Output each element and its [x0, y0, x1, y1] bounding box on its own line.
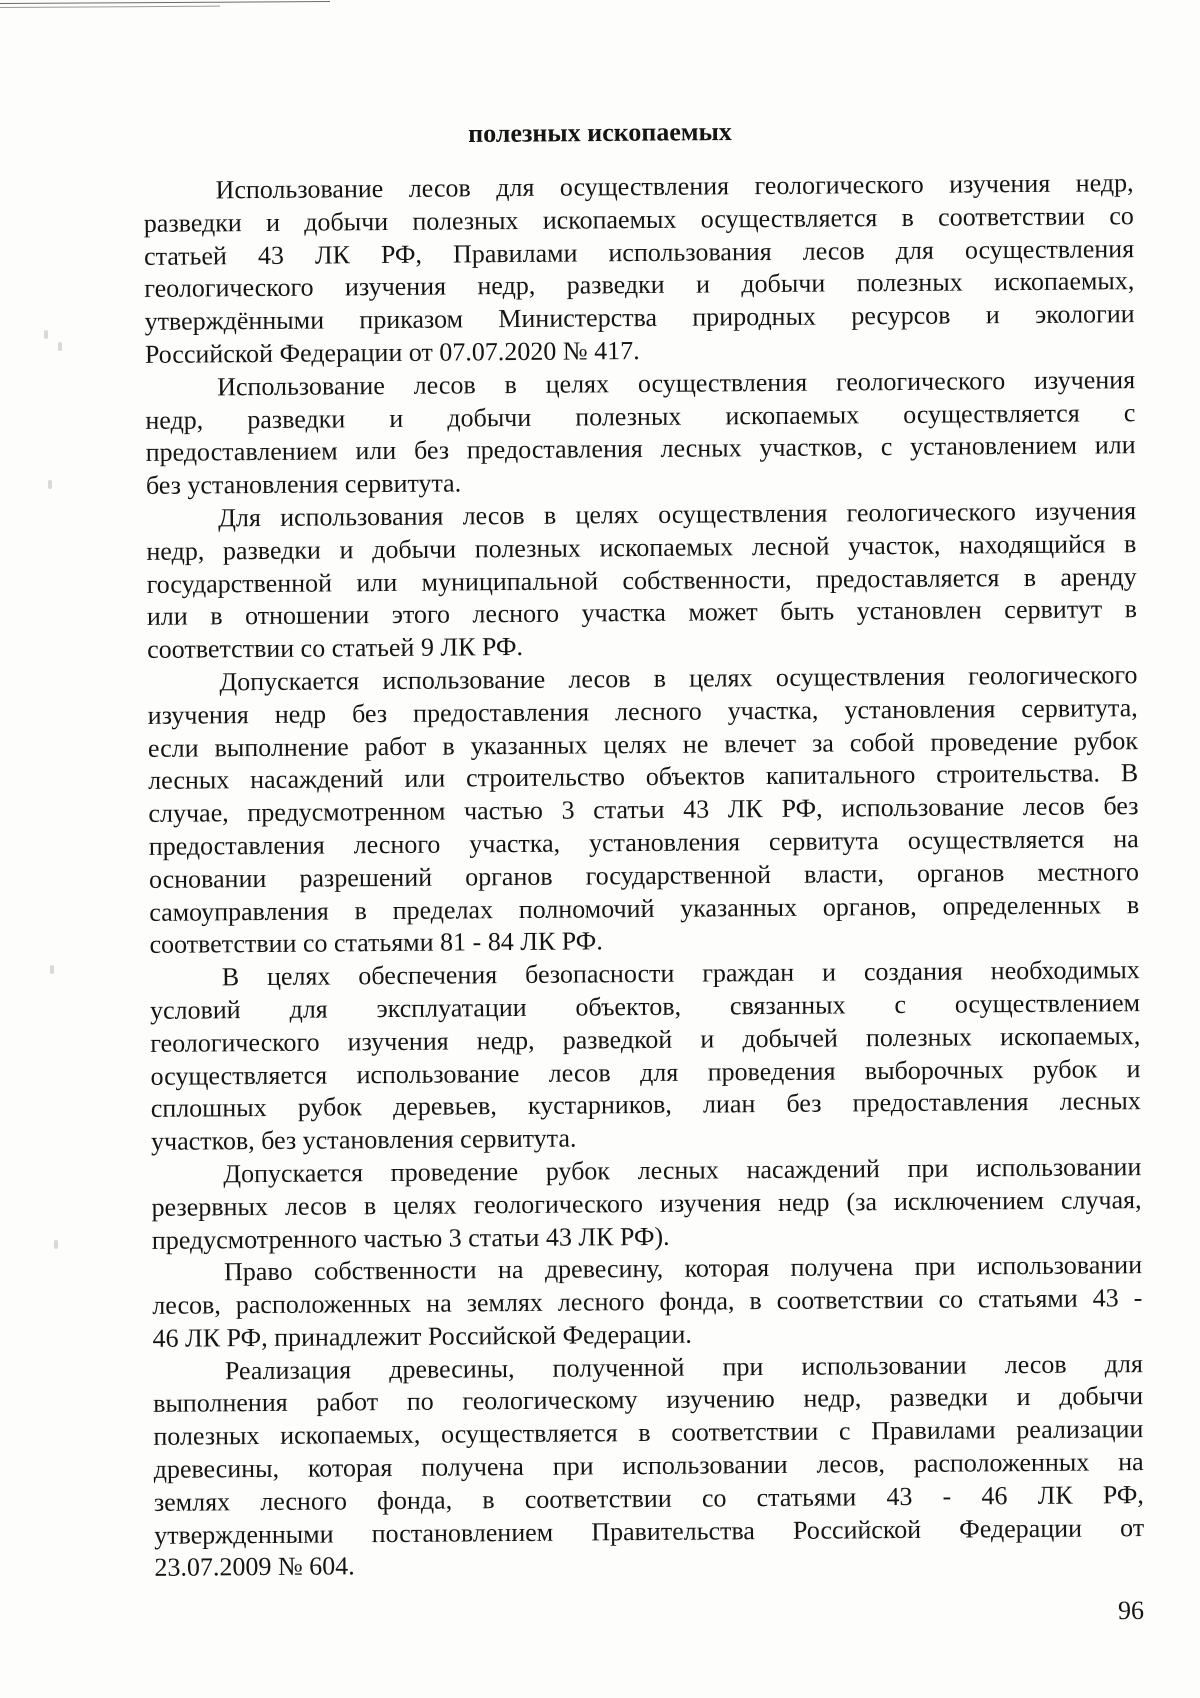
paragraph-line: геологического изучения недр, разведкой и добычей полезных ископаемых, [150, 1020, 1141, 1058]
paragraph-line: соответствии со статьей 9 ЛК РФ. [147, 632, 524, 665]
paragraph [152, 1249, 1143, 1355]
paragraph-line: сплошных рубок деревьев, кустарников, лиан без предоставления лесных [150, 1086, 1141, 1124]
paragraph-line: Российской Федерации от 07.07.2020 № 417. [144, 336, 640, 369]
scan-edge-line [0, 6, 220, 8]
scan-artifact [58, 342, 62, 351]
paragraph-line: недр, разведки и добычи полезных ископаемых лесной участок, находящийся в [146, 528, 1137, 566]
paragraph-line: разведки и добычи полезных ископаемых осуществляется в соответствии со [143, 200, 1134, 238]
paragraph-line: выполнения работ по геологическому изучению недр, разведки и добычи [153, 1381, 1144, 1419]
page-number: 96 [1118, 1596, 1144, 1625]
paragraph [145, 364, 1136, 503]
paragraph [153, 1348, 1145, 1585]
document-body [143, 167, 1144, 1585]
paragraph-line: лесов, расположенных на землях лесного фонда, в соответствии со статьями 43 - [152, 1283, 1143, 1320]
scan-artifact [50, 965, 54, 974]
paragraph-line: участков, без установления сервитута. [150, 1123, 577, 1156]
section-heading: полезных ископаемых [468, 116, 732, 149]
paragraph-line: недр, разведки и добычи полезных ископаемых осуществляется с [145, 397, 1136, 435]
paragraph-line: 46 ЛК РФ, принадлежит Российской Федерации. [152, 1319, 692, 1353]
paragraph-line: древесины, которая получена при использовании лесов, расположенных на [153, 1447, 1144, 1484]
paragraph-line: статьей 43 ЛК РФ, Правилами использования лесов для осуществления [144, 233, 1135, 271]
paragraph-line: условий для эксплуатации объектов, связанных с осуществлением [149, 988, 1141, 1025]
paragraph-line: Реализация древесины, полученной при использовании лесов для [224, 1348, 1143, 1385]
paragraph-line: или в отношении этого лесного участка может быть установлен сервитут в [146, 594, 1138, 632]
paragraph-line: предоставления лесного участка, установления сервитута осуществляется на [148, 824, 1139, 861]
scan-artifact [44, 330, 48, 339]
paragraph-line: лесных насаждений или строительство объектов капитального строительства. В [148, 758, 1139, 796]
paragraph [151, 1151, 1142, 1257]
paragraph-line: утвержденными постановлением Правительства Российской Федерации от [154, 1512, 1145, 1550]
paragraph-line: Для использования лесов в целях осуществления геологического изучения [218, 496, 1137, 533]
paragraph-line: Использование лесов в целях осуществления геологического изучения [217, 364, 1136, 402]
paragraph-line: предусмотренного частью 3 статьи 43 ЛК РФ). [151, 1221, 670, 1255]
scan-edge-line [0, 1, 330, 4]
paragraph-line: основании разрешений органов государственной власти, органов местного [148, 856, 1140, 894]
paragraph [146, 495, 1137, 667]
paragraph-line: предоставлением или без предоставления лесных участков, с установлением или [145, 430, 1136, 468]
paragraph-line: землях лесного фонда, в соответствии со статьями 43 - 46 ЛК РФ, [153, 1479, 1144, 1517]
paragraph-line: самоуправления в пределах полномочий указанных органов, определенных в [149, 889, 1140, 927]
paragraph-line: полезных ископаемых, осуществляется в соответствии с Правилами реализации [153, 1414, 1144, 1452]
paragraph-line: Право собственности на древесину, которая получена при использовании [223, 1250, 1143, 1287]
paragraph-line: без установления сервитута. [145, 468, 462, 501]
paragraph-line: осуществляется использование лесов для проведения выборочных рубок и [150, 1053, 1141, 1091]
paragraph-line: В целях обеспечения безопасности граждан и создания необходимых [221, 955, 1140, 992]
paragraph-line: если выполнение работ в указанных целях не влечет за собой проведение рубок [147, 725, 1139, 763]
paragraph-line: резервных лесов в целях геологического изучения недр (за исключением случая, [151, 1184, 1142, 1222]
paragraph-line: 23.07.2009 № 604. [154, 1551, 355, 1583]
paragraph [147, 659, 1139, 962]
paragraph-line: Использование лесов для осуществления геологического изучения недр, [215, 168, 1134, 205]
paragraph-line: соответствии со статьями 81 - 84 ЛК РФ. [149, 926, 603, 960]
paragraph [143, 167, 1135, 372]
paragraph-line: государственной или муниципальной собственности, предоставляется в аренду [146, 561, 1137, 599]
paragraph-line: случае, предусмотренном частью 3 статьи 43 ЛК РФ, использование лесов без [148, 791, 1139, 829]
paragraph-line: геологического изучения недр, разведки и добычи полезных ископаемых, [144, 266, 1135, 304]
paragraph [150, 954, 1142, 1159]
paragraph-line: изучения недр без предоставления лесного участка, установления сервитута, [147, 692, 1138, 730]
paragraph-line: Допускается использование лесов в целях осуществления геологического [219, 660, 1138, 697]
paragraph-line: утверждёнными приказом Министерства природных ресурсов и экологии [144, 299, 1135, 337]
scan-artifact [48, 480, 52, 489]
scan-artifact [54, 1240, 58, 1249]
paragraph-line: Допускается проведение рубок лесных насаждений при использовании [223, 1152, 1142, 1189]
